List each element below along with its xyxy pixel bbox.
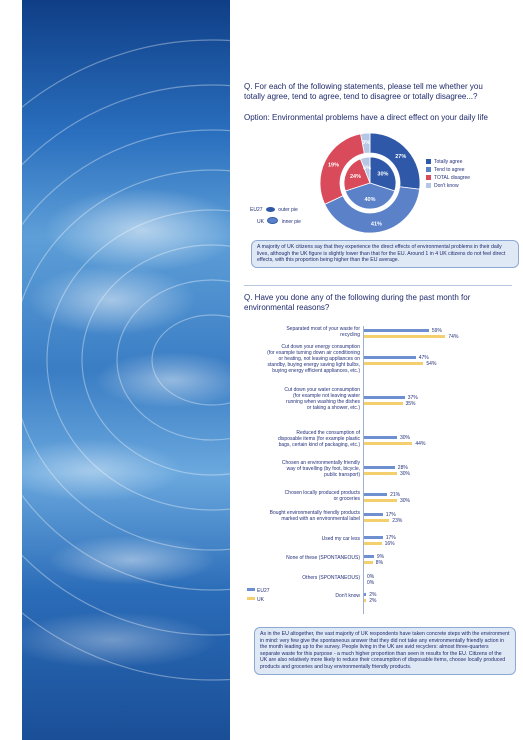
bar-category-line: or taking a shower, etc.) [306,405,360,411]
bar-legend-uk-swatch [247,597,255,600]
bar-uk [364,362,423,365]
bar-value-uk: 16% [384,541,395,547]
bar-category-line: Bought environmentally friendly products [269,510,360,516]
bar-category-label [230,344,360,374]
bar-category-line: or heating, not leaving appliances on [278,356,360,362]
bar-uk [364,335,445,338]
outer-pie-label-1: 41% [370,221,382,228]
bar-value-eu27: 17% [385,535,396,541]
series-key-uk [257,217,301,225]
outer-pie-label-0: 27% [395,153,407,160]
bar-category-line: Others (SPONTANEOUS) [302,575,360,581]
bar-category-line: Used my car less [321,536,360,542]
callout-pie-summary: A majority of UK citizens say that they experience the direct effects of environmental problems in their daily lives, although the UK figure is slightly lower than that for the EU. Around 1 in 4 UK citizens do not feel direct effects, with this proportion being higher than the EU average. [251,240,519,268]
bar-category-line: recycling [340,332,360,338]
pie-legend-item [426,175,470,182]
bar-category-label [230,387,360,411]
bar-category-line: public transport) [324,472,360,478]
bar-category-label [230,510,360,522]
bar-eu27 [364,555,374,558]
bar-category-line: Don't know [335,593,360,599]
bar-value-eu27: 21% [390,492,401,498]
bar-value-uk: 2% [369,598,377,604]
bar-category-line: standby, buying energy saving light bulbs, [267,362,360,368]
inner-pie-icon [267,217,278,224]
bar-value-uk: 35% [405,401,416,407]
bar-category-label [230,555,360,561]
bar-value-eu27: 30% [400,435,411,441]
pie-legend-item [426,183,459,190]
pie-legend-item [426,167,465,174]
bar-category-line: Cut down your energy consumption [281,344,360,350]
bar-eu27 [364,329,429,332]
bar-eu27 [364,396,405,399]
bar-legend-uk-label: UK [257,597,264,603]
sky-water-photo [22,0,230,740]
bar-value-eu27: 28% [397,465,408,471]
question1-option: Option: Environmental problems have a direct effect on your daily life [244,113,488,122]
bar-category-line: disposable items (for example plastic [278,436,360,442]
inner-pie-label-3: 6% [363,165,371,172]
bar-category-line: running when washing the dishes [286,399,360,405]
pie-legend-swatch [426,175,431,180]
bar-category-line: None of these (SPONTANEOUS) [286,555,360,561]
bar-value-eu27: 2% [369,592,377,598]
bar-category-label [230,575,360,581]
bar-value-eu27: 47% [418,355,429,361]
bar-category-label [230,326,360,338]
series-key-eu [250,207,298,213]
pie-legend-swatch [426,159,431,164]
series-key-uk-name: UK [257,219,264,225]
bar-eu27 [364,513,383,516]
bar-value-eu27: 59% [431,328,442,334]
question2-line1: Q. Have you done any of the following during the past month for [244,293,471,302]
bar-category-line: (for example not leaving water [293,393,360,399]
pie-legend-label: Don't know [434,183,459,189]
bar-eu27 [364,356,416,359]
section-divider [244,285,512,286]
bar-uk [364,542,382,545]
bar-category-line: way of travelling (by foot, bicycle, [286,466,360,472]
bar-value-uk: 8% [375,560,384,566]
bar-value-eu27: 17% [385,512,396,518]
bar-category-line: bags, certain kind of packaging, etc.) [278,442,360,448]
bar-value-uk: 44% [415,441,426,447]
bar-eu27 [364,536,383,539]
outer-pie-icon [266,207,275,212]
bar-value-uk: 23% [392,518,403,524]
pie-legend-label: Tend to agree [434,167,465,173]
bar-value-uk: 74% [448,334,459,340]
bar-category-line: or groceries [333,496,360,502]
bar-uk [364,519,389,522]
bar-value-uk: 30% [400,498,411,504]
inner-pie-label-1: 40% [364,197,376,203]
series-key-eu-label: outer pie [278,207,298,213]
bar-uk [364,472,397,475]
bar-category-line: Chosen locally produced products [284,490,360,496]
bar-category-line: buying energy efficient appliances, etc.) [272,368,360,374]
bar-category-label [230,430,360,448]
bar-category-line: Chosen an environmentally friendly [281,460,360,466]
bar-uk [364,561,373,564]
bar-value-eu27: 37% [407,395,418,401]
callout-actions-summary: As in the EU altogether, the vast majority of UK respondents have taken concrete steps with the environment in mind: very few give the spontaneous answer that they did not take any environmentally friendly action in the month leading up to the survey. People living in the UK are avid recyclers: almost three-quarters separate waste for this purpose - a much higher proportion than seen in results for the EU. Citizens of the UK are also relatively more likely to reduce their consumption of disposable items, choose locally produced products and groceries and buy environmentally friendly products. [254,627,516,675]
bar-eu27 [364,493,387,496]
bar-eu27 [364,436,397,439]
bar-legend-eu [247,588,270,594]
water-ripples [22,0,230,740]
bar-eu27 [364,593,366,596]
inner-pie-label-0: 30% [377,171,389,178]
pie-legend-label: Totally agree [434,159,463,165]
bar-category-label [230,536,360,542]
bar-value-uk: 30% [400,471,411,477]
bar-uk [364,402,403,405]
pie-legend-swatch [426,183,431,188]
bar-chart-axis [363,326,364,614]
question2-line2: environmental reasons? [244,303,330,312]
bar-value-uk: 0% [367,580,375,586]
bar-category-line: marked with an environmental label [281,516,360,522]
bar-category-line: (for example turning down air conditioning [267,350,360,356]
bar-legend-uk [247,597,264,603]
question1-line1: Q. For each of the following statements, please tell me whether you [244,82,483,91]
bar-uk [364,599,366,602]
bar-uk [364,442,412,445]
bar-category-line: Separated most of your waste for [286,326,360,332]
series-key-eu-name: EU27 [250,207,263,213]
series-key-uk-label: inner pie [281,219,301,225]
bar-value-eu27: 0% [367,574,375,580]
outer-pie-label-3: 3% [362,140,371,147]
bar-value-eu27: 9% [376,554,385,560]
inner-pie-label-2: 24% [350,174,362,181]
pie-legend-label: TOTAL disagree [434,175,471,181]
bar-legend-eu-swatch [247,588,255,591]
bar-category-line: Cut down your water consumption [284,387,360,393]
outer-pie-label-2: 19% [327,162,339,169]
bar-value-uk: 54% [426,361,437,367]
bar-legend-eu-label: EU27 [257,588,270,594]
bar-eu27 [364,466,395,469]
pie-legend-swatch [426,167,431,172]
pie-legend-item [426,159,462,166]
bar-category-label [230,460,360,478]
bar-uk [364,499,397,502]
bar-category-label [230,490,360,502]
pie-chart [300,128,440,238]
bar-category-line: Reduced the consumption of [296,430,360,436]
question1-line2: totally agree, tend to agree, tend to disagree or totally disagree...? [244,92,478,101]
